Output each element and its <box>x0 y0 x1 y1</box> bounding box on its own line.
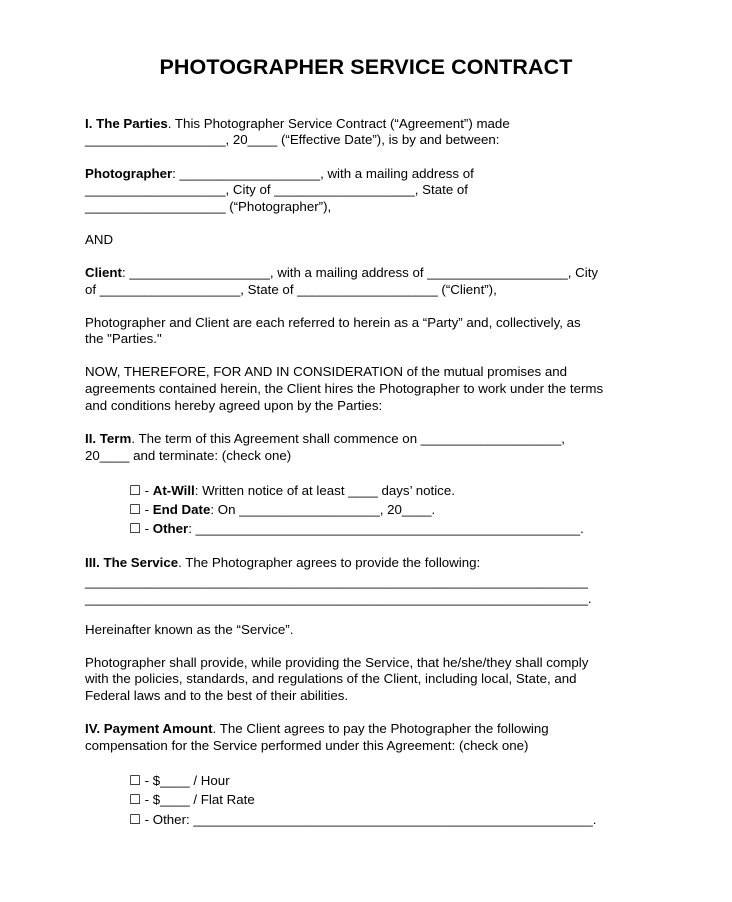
service-known-as: Hereinafter known as the “Service”. <box>85 622 294 637</box>
payment-heading: IV. Payment Amount <box>85 721 213 736</box>
service-heading: III. The Service <box>85 555 179 570</box>
payment-line-2: compensation for the Service performed under this Agreement: (check one) <box>85 738 529 753</box>
term-text: . The term of this Agreement shall commence on ___________________, <box>131 431 565 446</box>
term-line-2: 20____ and terminate: (check one) <box>85 448 292 463</box>
client-line-2: of ___________________, State of ___________________ (“Client”), <box>85 282 497 297</box>
photographer-line-1 <box>85 165 665 182</box>
end-date-checkbox[interactable]: ☐ <box>129 502 141 517</box>
service-line-1 <box>85 554 665 571</box>
service-comply-line-3: Federal laws and to the best of their abilities. <box>85 688 349 703</box>
end-date-text: : On ___________________, 20____. <box>210 502 436 517</box>
document-title: PHOTOGRAPHER SERVICE CONTRACT <box>159 55 573 79</box>
term-heading: II. Term <box>85 431 132 446</box>
photographer-line-3: ___________________ (“Photographer”), <box>85 199 332 214</box>
payment-text: . The Client agrees to pay the Photographer the following <box>212 721 549 736</box>
consideration-line-1: NOW, THEREFORE, FOR AND IN CONSIDERATION of the mutual promises and <box>85 364 567 379</box>
term-other-text: : ____________________________________________________. <box>188 521 584 536</box>
parties-heading: I. The Parties <box>85 116 168 131</box>
parties-line-1 <box>85 115 665 132</box>
payment-option-other <box>129 811 669 828</box>
service-text: . The Photographer agrees to provide the following: <box>178 555 481 570</box>
flat-rate-checkbox[interactable]: ☐ <box>129 792 141 807</box>
term-option-dash: - <box>140 483 153 498</box>
service-blank-line-1: ____________________________________________________________________ <box>85 574 588 589</box>
service-comply-line-1: Photographer shall provide, while providing the Service, that he/she/they shall comply <box>85 655 589 670</box>
flat-rate-text: - $____ / Flat Rate <box>140 792 255 807</box>
term-option-at-will <box>129 482 669 499</box>
term-option-end-date <box>129 501 669 518</box>
term-option-dash: - <box>140 502 153 517</box>
service-blank-line-2: ____________________________________________________________________. <box>85 591 592 606</box>
term-other-label: Other <box>152 521 189 536</box>
at-will-label: At-Will <box>152 483 195 498</box>
at-will-checkbox[interactable]: ☐ <box>129 483 141 498</box>
and-text: AND <box>85 232 114 247</box>
client-line-1 <box>85 264 665 281</box>
client-text: : ___________________, with a mailing address of ___________________, City <box>121 265 599 280</box>
term-option-other <box>129 520 669 537</box>
payment-line-1 <box>85 720 665 737</box>
term-line-1 <box>85 430 665 447</box>
consideration-line-2: agreements contained herein, the Client hires the Photographer to work under the terms <box>85 381 604 396</box>
parties-line-2: ___________________, 20____ (“Effective Date”), is by and between: <box>85 132 500 147</box>
payment-other-checkbox[interactable]: ☐ <box>129 812 141 827</box>
photographer-text: : ___________________, with a mailing address of <box>172 166 474 181</box>
end-date-label: End Date <box>152 502 211 517</box>
service-comply-line-2: with the policies, standards, and regulations of the Client, including local, State, and <box>85 671 577 686</box>
photographer-label: Photographer <box>85 166 173 181</box>
party-definition-line-2: the "Parties." <box>85 331 162 346</box>
at-will-text: : Written notice of at least ____ days’ notice. <box>194 483 455 498</box>
party-definition-line-1: Photographer and Client are each referred to herein as a “Party” and, collectively, as <box>85 315 581 330</box>
payment-option-flat-rate <box>129 791 669 808</box>
parties-text: . This Photographer Service Contract (“Agreement”) made <box>167 116 510 131</box>
client-label: Client <box>85 265 122 280</box>
photographer-line-2: ___________________, City of ___________________, State of <box>85 182 468 197</box>
hourly-checkbox[interactable]: ☐ <box>129 773 141 788</box>
payment-other-text: - Other: ______________________________________________________. <box>140 812 597 827</box>
payment-option-hourly <box>129 772 669 789</box>
consideration-line-3: and conditions hereby agreed upon by the Parties: <box>85 398 383 413</box>
hourly-text: - $____ / Hour <box>140 773 230 788</box>
term-option-dash: - <box>140 521 153 536</box>
term-other-checkbox[interactable]: ☐ <box>129 521 141 536</box>
